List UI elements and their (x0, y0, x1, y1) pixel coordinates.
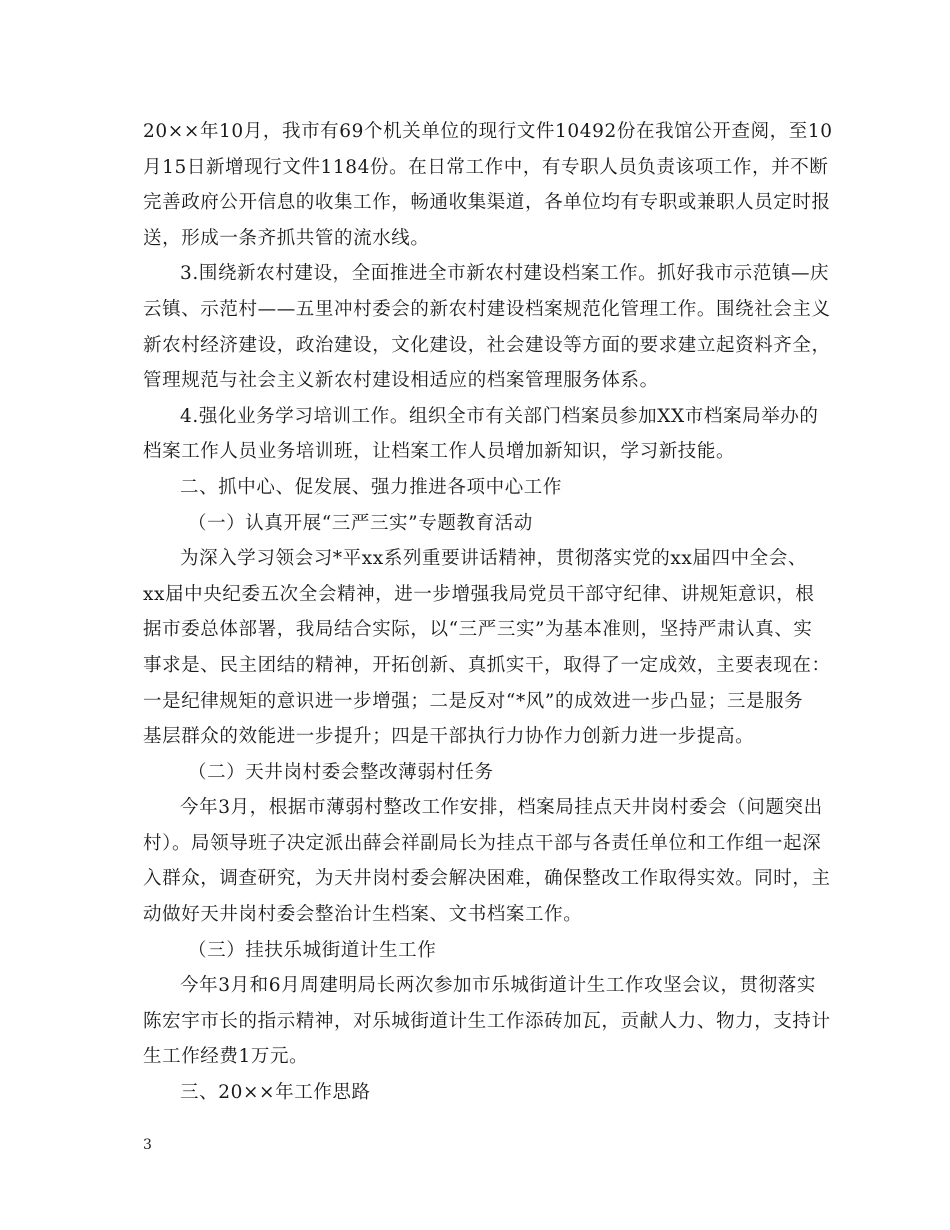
text-line: （二）天井岗村委会整改薄弱村任务 (188, 761, 494, 783)
text-line: 档案工作人员业务培训班，让档案工作人员增加新知识，学习新技能。 (143, 441, 736, 463)
text-line: 4.强化业务学习培训工作。组织全市有关部门档案员参加XX市档案局举办的 (180, 405, 819, 427)
text-line: 事求是、民主团结的精神，开拓创新、真抓实干，取得了一定成效，主要表现在： (143, 654, 831, 676)
text-line: 3.围绕新农村建设，全面推进全市新农村建设档案工作。抓好我市示范镇—庆 (180, 263, 830, 285)
text-line: 基层群众的效能进一步提升；四是干部执行力协作力创新力进一步提高。 (143, 726, 755, 748)
text-line: 生工作经费1万元。 (143, 1046, 309, 1068)
text-line: 管理规范与社会主义新农村建设相适应的档案管理服务体系。 (143, 370, 659, 392)
document-body (143, 114, 833, 1111)
text-line: xx届中央纪委五次全会精神，进一步增强我局党员干部守纪律、讲规矩意识，根 (143, 583, 815, 605)
text-line: 送，形成一条齐抓共管的流水线。 (143, 227, 430, 249)
text-line: 二、抓中心、促发展、强力推进各项中心工作 (180, 476, 563, 498)
text-line: 动做好天井岗村委会整治计生档案、文书档案工作。 (143, 904, 583, 926)
text-line: 20××年10月，我市有69个机关单位的现行文件10492份在我馆公开查阅，至10 (143, 121, 833, 142)
text-line: 一是纪律规矩的意识进一步增强；二是反对“*风”的成效进一步凸显；三是服务 (143, 690, 804, 712)
text-line: 云镇、示范村——五里冲村委会的新农村建设档案规范化管理工作。围绕社会主义 (143, 298, 831, 320)
text-line: 月15日新增现行文件1184份。在日常工作中，有专职人员负责该项工作，并不断 (143, 156, 829, 178)
text-line: 为深入学习领会习*平xx系列重要讲话精神，贯彻落实党的xx届四中全会、 (180, 548, 807, 570)
text-line: 今年3月，根据市薄弱村整改工作安排，档案局挂点天井岗村委会（问题突出 (180, 797, 823, 819)
text-line: 入群众，调查研究，为天井岗村委会解决困难，确保整改工作取得实效。同时，主 (143, 868, 831, 890)
text-line: 完善政府公开信息的收集工作，畅通收集渠道，各单位均有专职或兼职人员定时报 (143, 192, 831, 214)
text-line: （三）挂扶乐城街道计生工作 (188, 939, 437, 961)
text-line: 村）。局领导班子决定派出薛会祥副局长为挂点干部与各责任单位和工作组一起深 (143, 832, 822, 854)
page-number: 3 (143, 1137, 152, 1153)
text-line: 今年3月和6月周建明局长两次参加市乐城街道计生工作攻坚会议，贯彻落实 (180, 975, 816, 997)
text-line: 据市委总体部署，我局结合实际，以“三严三实”为基本准则，坚持严肃认真、实 (143, 619, 813, 641)
text-line: 新农村经济建设，政治建设，文化建设，社会建设等方面的要求建立起资料齐全， (143, 334, 831, 356)
text-line: 三、20××年工作思路 (180, 1082, 371, 1104)
text-line: 陈宏宇市长的指示精神，对乐城街道计生工作添砖加瓦，贡献人力、物力，支持计 (143, 1010, 831, 1032)
text-line: （一）认真开展“三严三实”专题教育活动 (188, 512, 533, 534)
